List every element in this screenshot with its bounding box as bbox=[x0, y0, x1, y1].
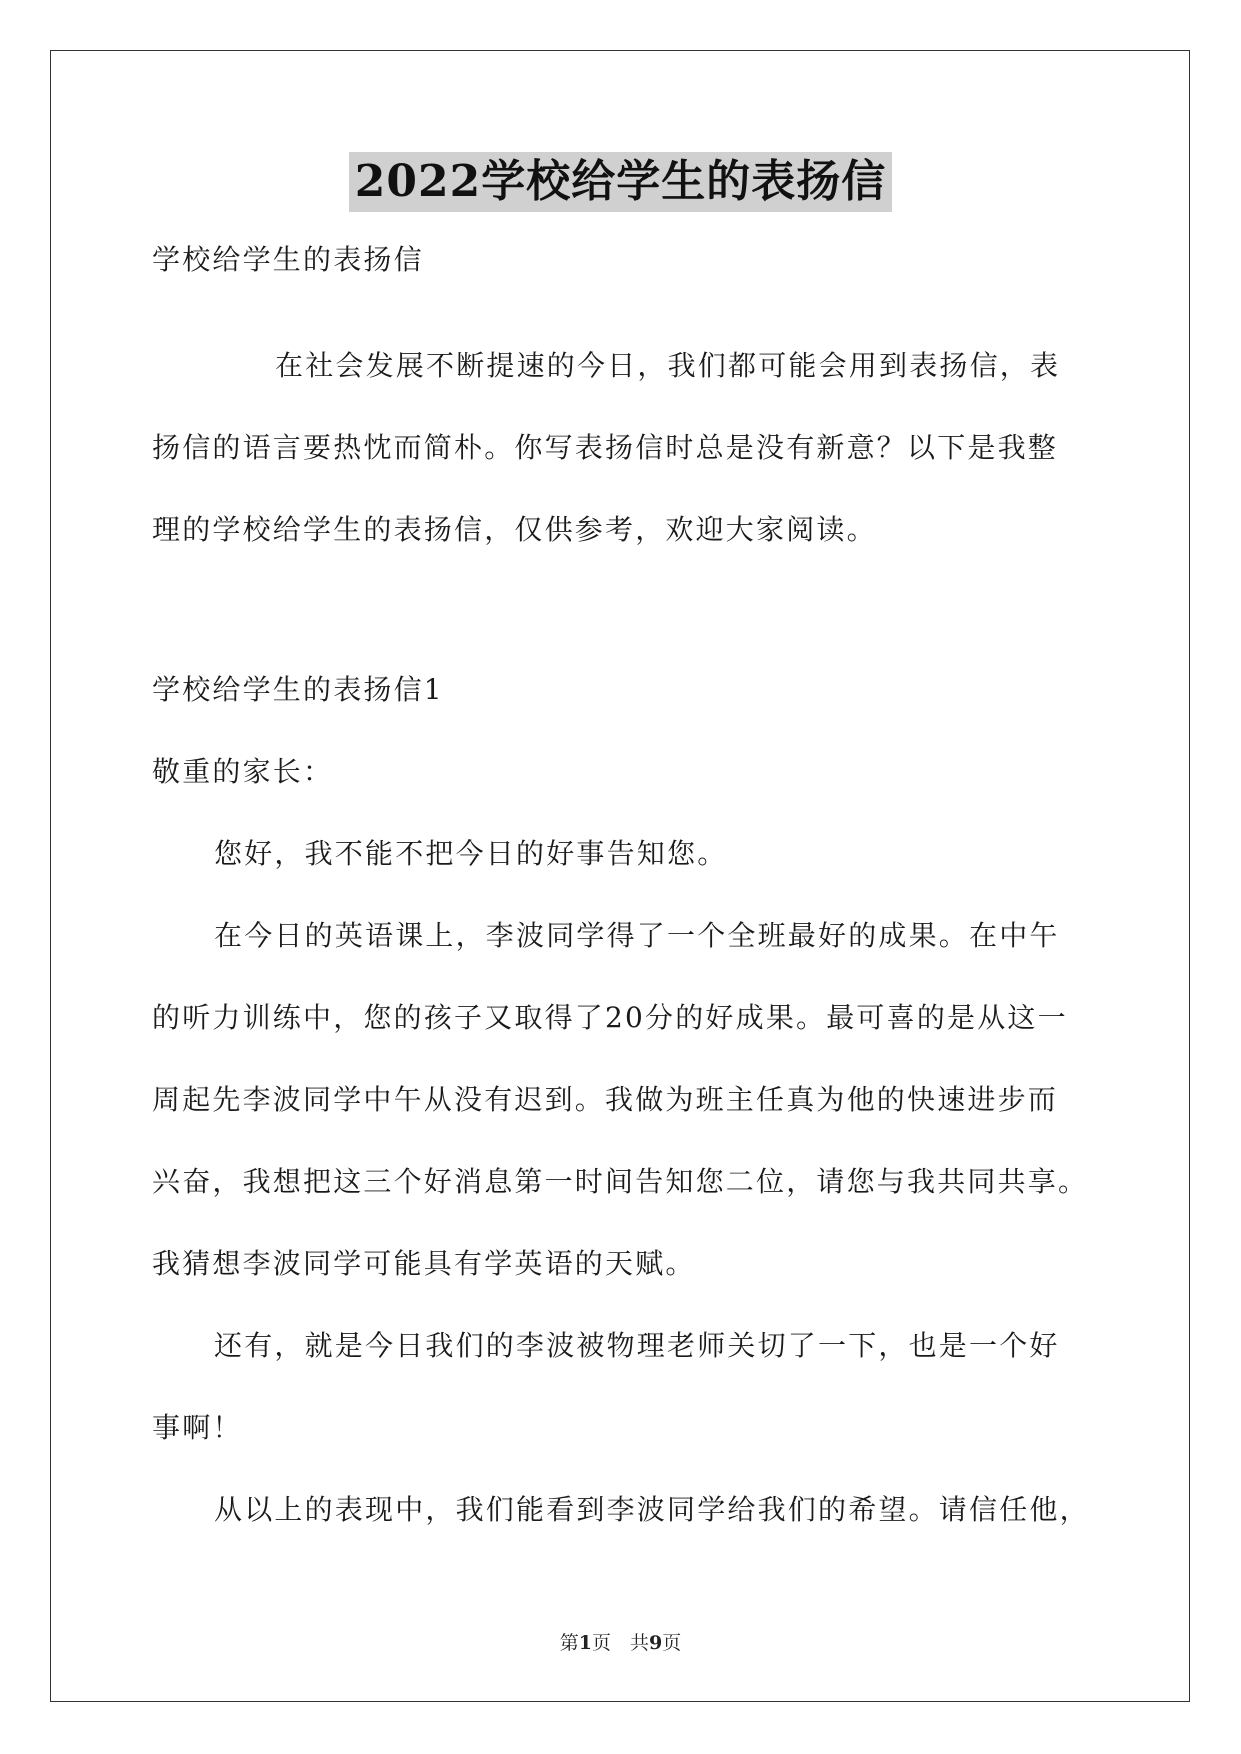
salutation: 敬重的家长： bbox=[152, 755, 334, 788]
body-line-2: 的听力训练中，您的孩子又取得了20分的好成果。最可喜的是从这一 bbox=[152, 1001, 1068, 1034]
footer-current-page: 1 bbox=[578, 1632, 592, 1654]
footer-mid: 页 共 bbox=[591, 1632, 649, 1654]
greeting-line: 您好，我不能不把今日的好事告知您。 bbox=[214, 837, 728, 870]
section-heading: 学校给学生的表扬信1 bbox=[152, 673, 444, 706]
footer-prefix: 第 bbox=[559, 1632, 579, 1654]
intro-line-3: 理的学校给学生的表扬信，仅供参考，欢迎大家阅读。 bbox=[152, 513, 877, 546]
body-line-5: 我猜想李波同学可能具有学英语的天赋。 bbox=[152, 1247, 696, 1280]
footer-total-pages: 9 bbox=[649, 1632, 663, 1654]
body-line-6: 还有，就是今日我们的李波被物理老师关切了一下，也是一个好 bbox=[214, 1329, 1060, 1362]
document-title: 2022学校给学生的表扬信 bbox=[349, 152, 892, 212]
page-footer bbox=[0, 1628, 1241, 1655]
page-border bbox=[50, 50, 1190, 1702]
body-line-3: 周起先李波同学中午从没有迟到。我做为班主任真为他的快速进步而 bbox=[152, 1083, 1059, 1116]
intro-line-2: 扬信的语言要热忱而简朴。你写表扬信时总是没有新意？以下是我整 bbox=[152, 431, 1059, 464]
intro-line-1: 在社会发展不断提速的今日，我们都可能会用到表扬信，表 bbox=[275, 349, 1061, 382]
body-line-8: 从以上的表现中，我们能看到李波同学给我们的希望。请信任他， bbox=[214, 1493, 1090, 1526]
body-line-4: 兴奋，我想把这三个好消息第一时间告知您二位，请您与我共同共享。 bbox=[152, 1165, 1089, 1198]
body-line-1: 在今日的英语课上，李波同学得了一个全班最好的成果。在中午 bbox=[214, 919, 1060, 952]
subtitle-line: 学校给学生的表扬信 bbox=[152, 243, 424, 276]
body-line-7: 事啊！ bbox=[152, 1411, 243, 1444]
footer-suffix: 页 bbox=[662, 1632, 682, 1654]
title-container bbox=[0, 152, 1241, 212]
